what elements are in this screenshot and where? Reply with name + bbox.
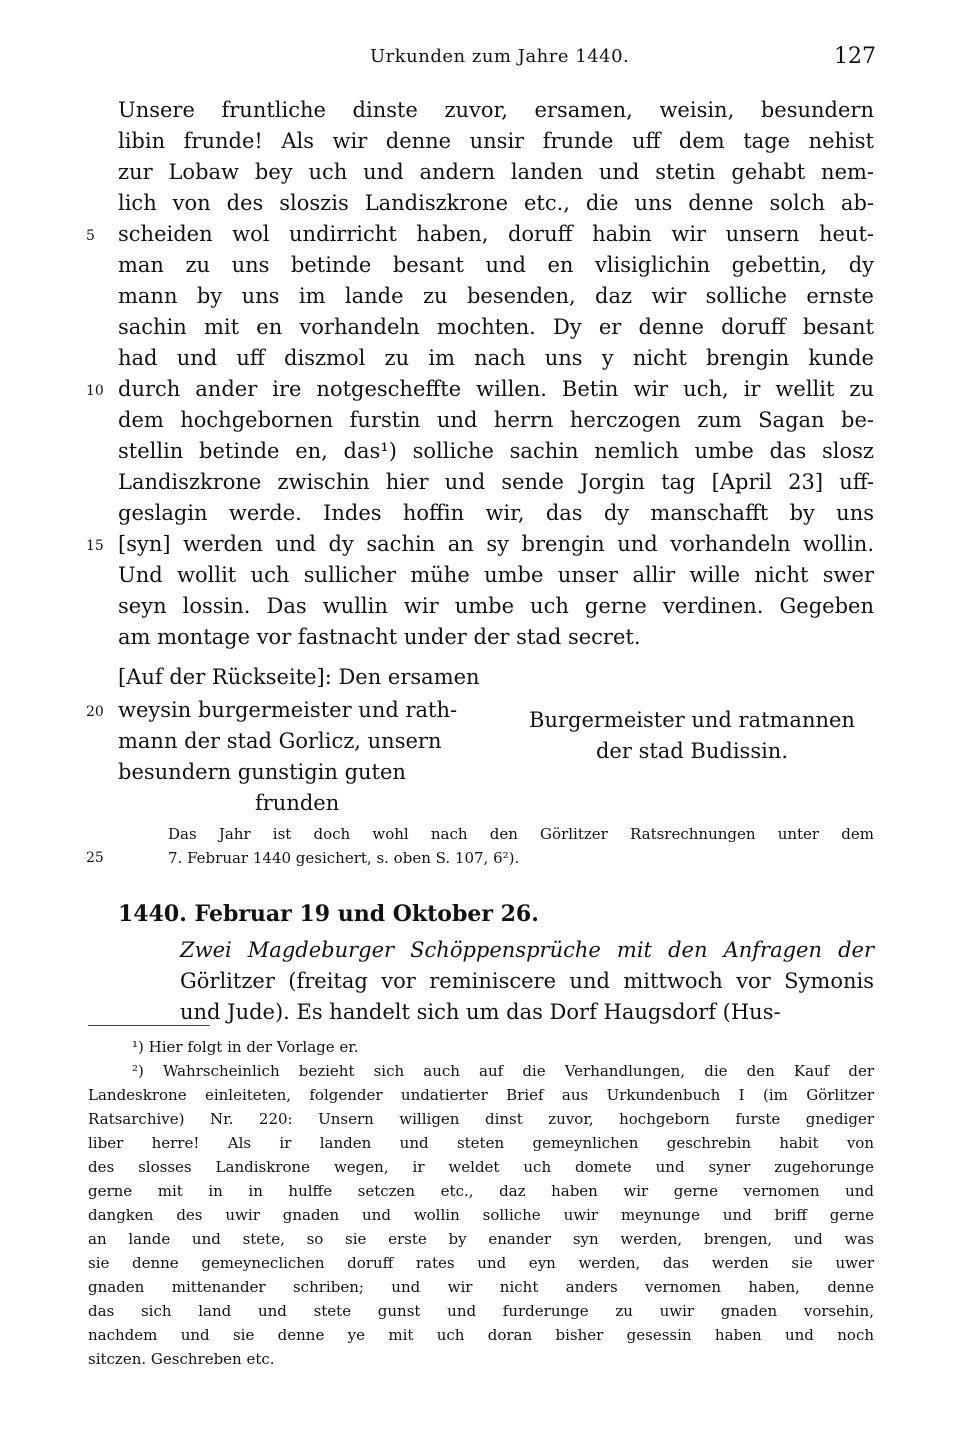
- line-number: 15: [86, 538, 104, 554]
- address-line: frunden: [255, 791, 340, 815]
- running-head: Urkunden zum Jahre 1440.: [370, 46, 630, 67]
- letter-line: geslagin werde. Indes hoffin wir, das dy manschafft by uns: [118, 501, 874, 525]
- footnote-2-line: das sich land und stete gunst und furderunge zu uwir gnaden vorsehin,: [88, 1302, 874, 1320]
- address-line: [Auf der Rückseite]: Den ersamen: [118, 665, 480, 689]
- letter-line: scheiden wol undirricht haben, doruff habin wir unsern heut-: [118, 222, 874, 246]
- address-line: besundern gunstigin guten: [118, 760, 406, 784]
- letter-line: dem hochgebornen furstin und herrn herczogen zum Sagan be-: [118, 408, 874, 432]
- letter-line: stellin betinde en, das¹) solliche sachin nemlich umbe das slosz: [118, 439, 874, 463]
- letter-line: man zu uns betinde besant und en vlisiglichin gebettin, dy: [118, 253, 874, 277]
- entry-date-heading: 1440. Februar 19 und Oktober 26.: [118, 901, 539, 927]
- address-line: mann der stad Gorlicz, unsern: [118, 729, 442, 753]
- letter-line: Und wollit uch sullicher mühe umbe unser allir wille nicht swer: [118, 563, 874, 587]
- letter-line: Landiszkrone zwischin hier und sende Jorgin tag [April 23] uff-: [118, 470, 874, 494]
- entry-summary-line: und Jude). Es handelt sich um das Dorf Haugsdorf (Hus-: [180, 1000, 781, 1024]
- footnote-2-line: ²) Wahrscheinlich bezieht sich auch auf die Verhandlungen, die den Kauf der: [132, 1062, 874, 1080]
- entry-summary-line: Görlitzer (freitag vor reminiscere und mittwoch vor Symonis: [180, 969, 874, 993]
- footnote-rule: [88, 1025, 210, 1026]
- editor-note-line: Das Jahr ist doch wohl nach den Görlitzer Ratsrechnungen unter dem: [168, 825, 874, 843]
- letter-line: mann by uns im lande zu besenden, daz wir solliche ernste: [118, 284, 874, 308]
- footnote-2-line: liber herre! Als ir landen und steten gemeynlichen geschrebin habit von: [88, 1134, 874, 1152]
- editor-note-line: 7. Februar 1440 gesichert, s. oben S. 107, 6²).: [168, 849, 520, 867]
- footnote-2-line: des slosses Landiskrone wegen, ir weldet uch domete und syner zugehorunge: [88, 1158, 874, 1176]
- footnote-2-line: dangken des uwir gnaden und wollin solliche uwir meynunge und briff gerne: [88, 1206, 874, 1224]
- footnote-2-line: gnaden mittenander schriben; und wir nicht anders vernomen haben, denne: [88, 1278, 874, 1296]
- footnote-2-line: nachdem und sie denne ye mit uch doran bisher gesessin haben und noch: [88, 1326, 874, 1344]
- footnote-2-line: an lande und stete, so sie erste by enander syn werden, brengen, und was: [88, 1230, 874, 1248]
- entry-summary-text: Zwei Magdeburger Schöppensprüche mit den Anfragen der: [180, 938, 874, 962]
- address-recipient-line: Burgermeister und ratmannen: [529, 708, 855, 732]
- footnote-2-line: Ratsarchive) Nr. 220: Unsern willigen dinst zuvor, hochgeborn furste gnediger: [88, 1110, 874, 1128]
- letter-line: had und uff diszmol zu im nach uns y nicht brengin kunde: [118, 346, 874, 370]
- letter-line: [syn] werden und dy sachin an sy brengin und vorhandeln wollin.: [118, 532, 874, 556]
- line-number: 10: [86, 383, 104, 399]
- footnote-2-line: gerne mit in in hulffe setczen etc., daz haben wir gerne vernomen und: [88, 1182, 874, 1200]
- line-number: 25: [86, 850, 104, 866]
- footnote-1: ¹) Hier folgt in der Vorlage er.: [132, 1038, 359, 1056]
- line-number: 20: [86, 704, 104, 720]
- letter-line: seyn lossin. Das wullin wir umbe uch gerne verdinen. Gegeben: [118, 594, 874, 618]
- letter-line: durch ander ire notgescheffte willen. Betin wir uch, ir wellit zu: [118, 377, 874, 401]
- footnote-2-line: sie denne gemeyneclichen doruff rates und eyn werden, das werden sie uwer: [88, 1254, 874, 1272]
- letter-line: lich von des sloszis Landiszkrone etc., die uns denne solch ab-: [118, 191, 874, 215]
- entry-summary-line: [180, 935, 874, 966]
- line-number: 5: [86, 228, 95, 244]
- letter-line: am montage vor fastnacht under der stad secret.: [118, 625, 641, 649]
- footnote-2-line: sitczen. Geschreben etc.: [88, 1350, 275, 1368]
- letter-line: zur Lobaw bey uch und andern landen und stetin gehabt nem-: [118, 160, 874, 184]
- letter-line: libin frunde! Als wir denne unsir frunde uff dem tage nehist: [118, 129, 874, 153]
- address-recipient-line: der stad Budissin.: [595, 739, 789, 763]
- footnote-2-line: Landeskrone einleiteten, folgender undatierter Brief aus Urkundenbuch I (im Görlitzer: [88, 1086, 874, 1104]
- page-number: 127: [834, 44, 876, 69]
- address-line: weysin burgermeister und rath-: [118, 698, 458, 722]
- letter-line: sachin mit en vorhandeln mochten. Dy er denne doruff besant: [118, 315, 874, 339]
- letter-line: Unsere fruntliche dinste zuvor, ersamen, weisin, besundern: [118, 98, 874, 122]
